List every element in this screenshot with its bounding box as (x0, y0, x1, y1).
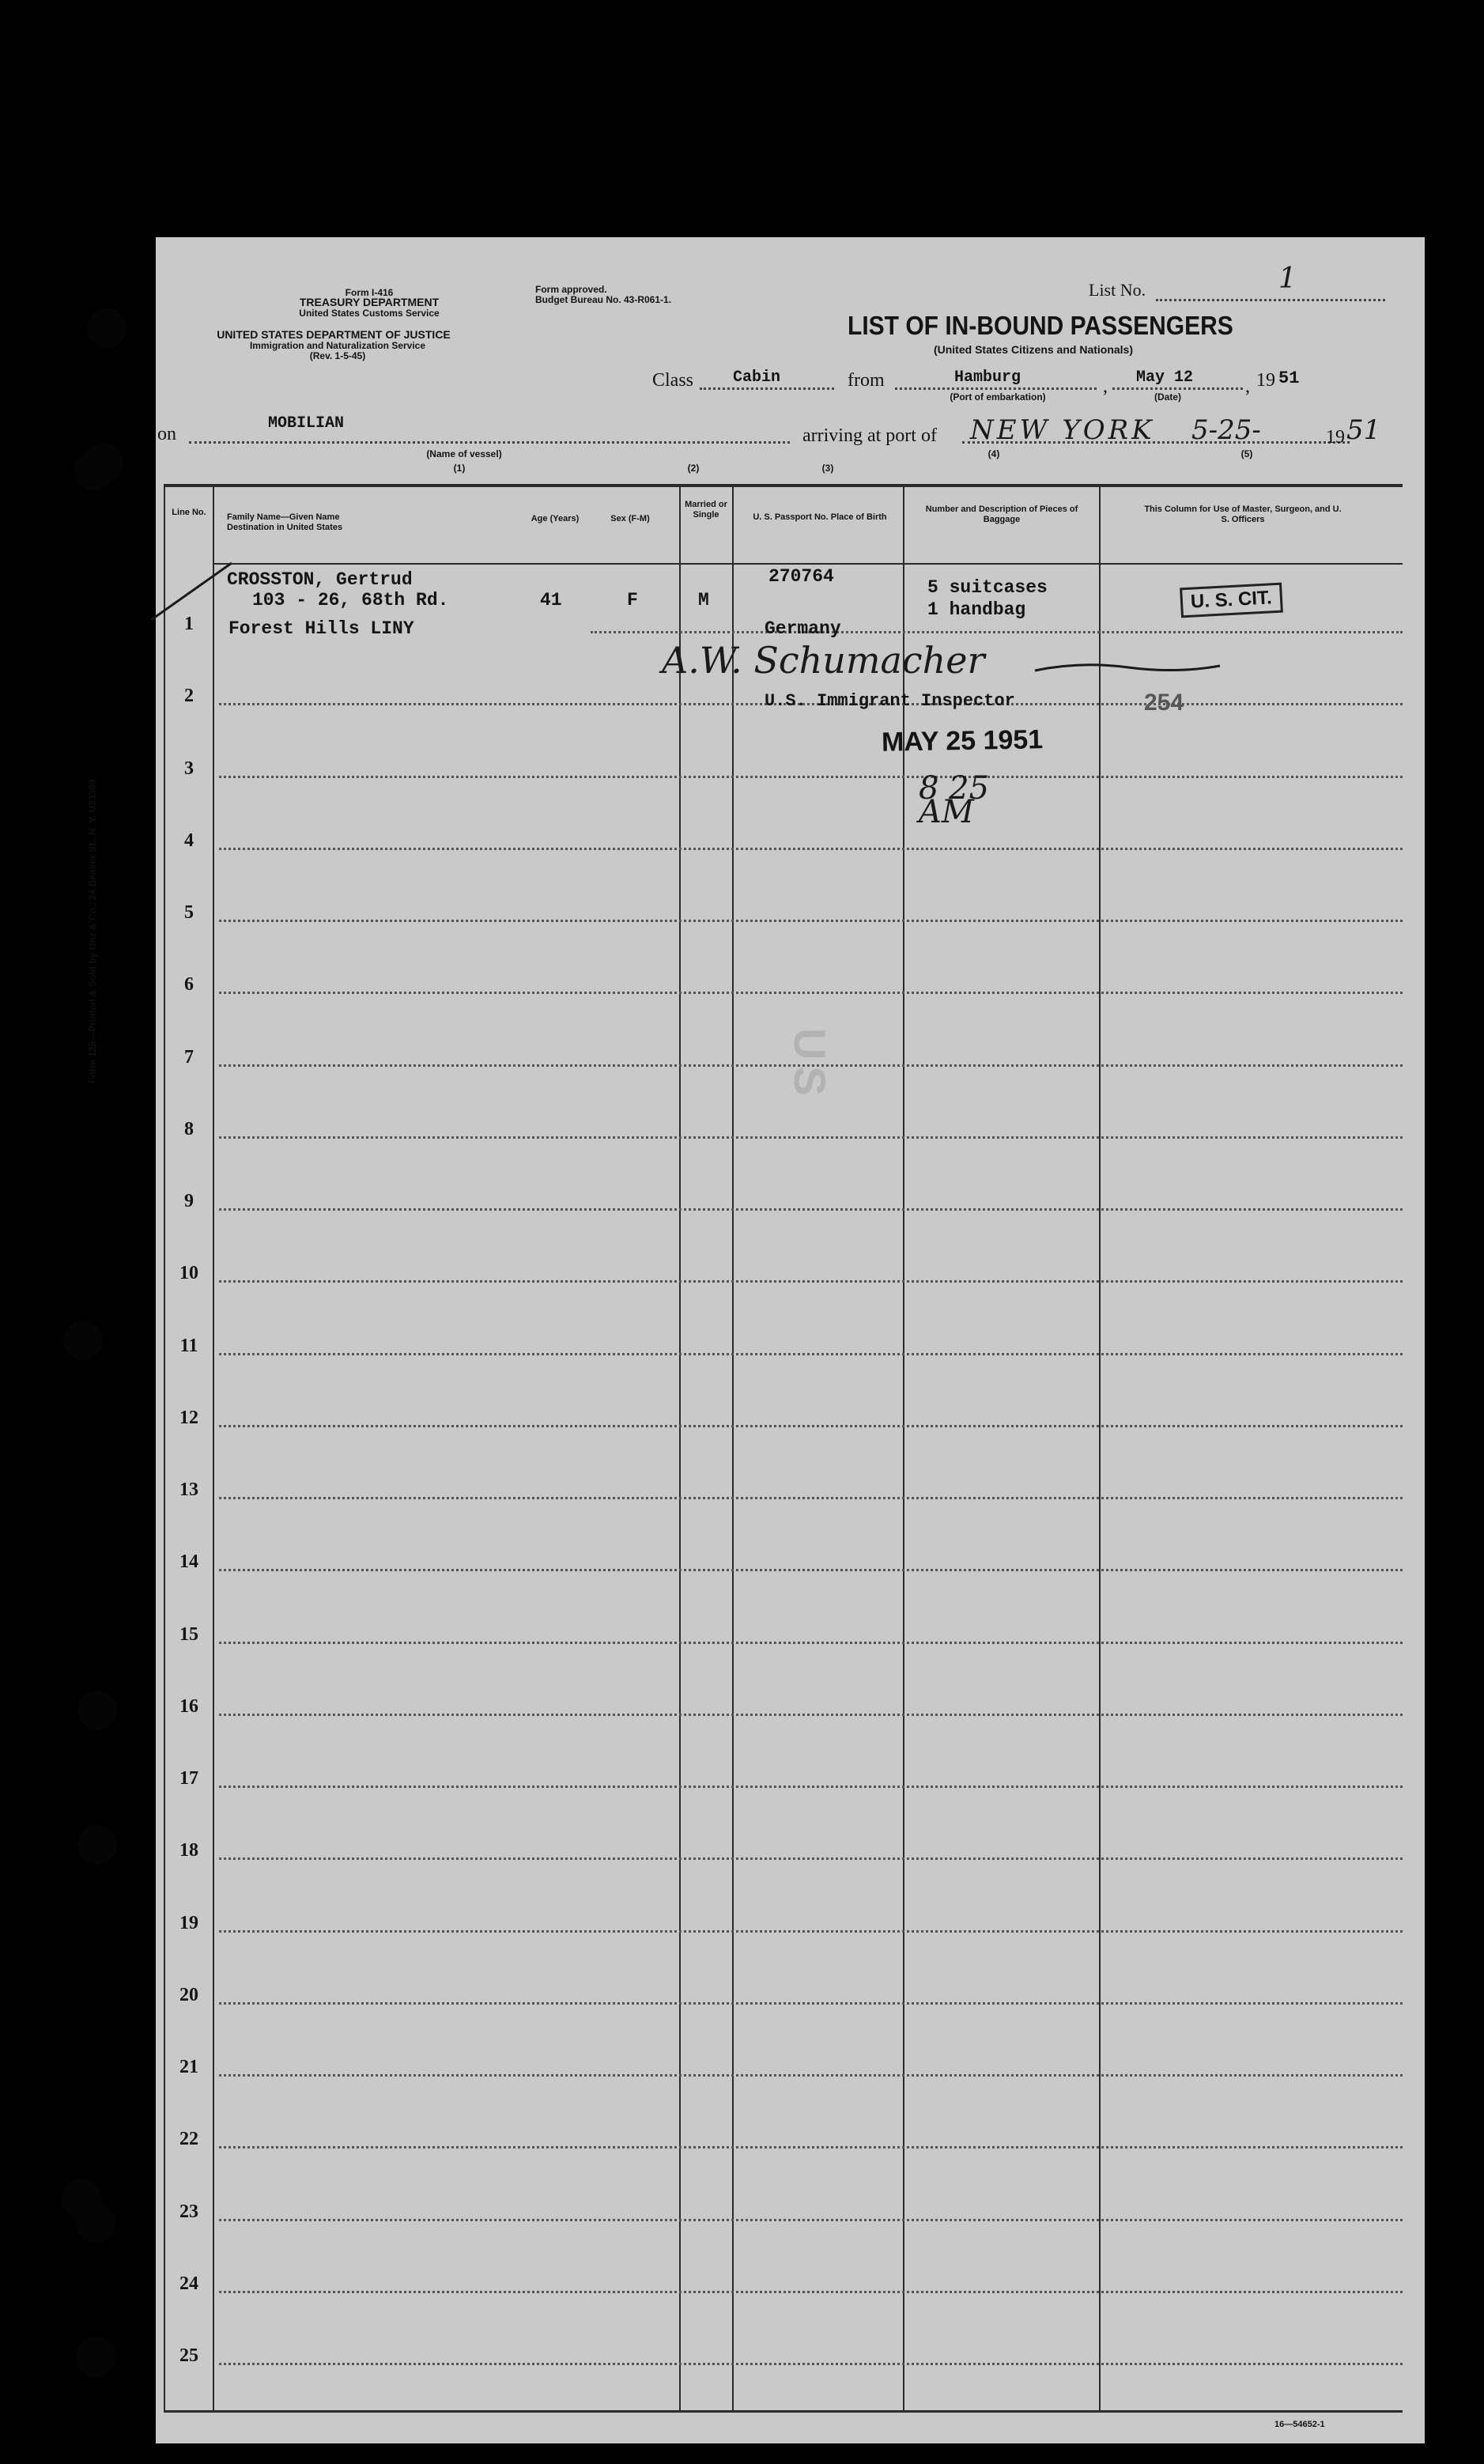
caption-2: (2) (687, 463, 700, 474)
row-19 (164, 1910, 1403, 1941)
table-bottom-rule (164, 2410, 1403, 2413)
row-number: 9 (184, 1191, 194, 1211)
row-number: 16 (179, 1696, 198, 1717)
row-dots (219, 1786, 1403, 1788)
arrival-year: 51 (1346, 414, 1381, 446)
date-caption: (Date) (1154, 391, 1181, 402)
row-number: 1 (184, 614, 194, 634)
row-number: 4 (184, 830, 194, 851)
row-number: 3 (184, 758, 194, 779)
form-subtitle: (United States Citizens and Nationals) (933, 343, 1134, 356)
row-dots (219, 1857, 1403, 1860)
row-17 (164, 1765, 1403, 1797)
row-dots (219, 1280, 1403, 1283)
punch-hole (76, 2337, 115, 2377)
col-family-name: Family Name—Given Name Destination in United States (227, 512, 343, 532)
row-3 (164, 755, 1403, 787)
punch-hole (84, 443, 123, 482)
row-number: 20 (179, 1985, 198, 2005)
punch-hole (76, 2203, 115, 2243)
row-dots (219, 2363, 1403, 2365)
row-number: 24 (179, 2273, 198, 2294)
customs-service: United States Customs Service (299, 308, 440, 319)
list-no-label: List No. (1089, 280, 1146, 300)
date-stamp: MAY 25 1951 (881, 724, 1044, 758)
row-13 (164, 1476, 1403, 1508)
passenger-age: 41 (540, 590, 562, 610)
passenger-sex: F (627, 590, 638, 610)
margin-printer-text: Form 125—Printed & Sold by Unz & Co., 24 Beaver St., N. Y. U33399 (87, 779, 98, 1083)
year-prefix: 19 (1256, 370, 1275, 391)
row-dots (219, 1497, 1403, 1499)
row-number: 19 (179, 1913, 198, 1933)
passenger-address-2: Forest Hills LINY (228, 618, 414, 639)
row-dots (219, 2219, 1403, 2221)
port-caption: (Port of embarkation) (950, 391, 1046, 402)
row-15 (164, 1621, 1403, 1653)
row-number: 17 (179, 1768, 198, 1789)
arrival-year-prefix: 19 (1326, 427, 1345, 448)
year-value: 51 (1278, 368, 1300, 388)
row-dots (219, 776, 1403, 778)
row-22 (164, 2126, 1403, 2157)
punch-hole (77, 1825, 117, 1865)
arrival-time: 8 25 AM (919, 770, 990, 830)
row-number: 21 (179, 2057, 198, 2077)
row-9 (164, 1188, 1403, 1219)
col-married: Married or Single (685, 500, 727, 520)
row-number: 11 (179, 1336, 198, 1356)
form-approved: Form approved. (535, 284, 607, 295)
punch-hole (63, 1321, 103, 1360)
row-25 (164, 2342, 1403, 2374)
row-dots (219, 2291, 1403, 2293)
row-dots (219, 2074, 1403, 2077)
revision: (Rev. 1-5-45) (309, 350, 366, 361)
table-top-rule (164, 484, 1403, 487)
row-dots (219, 2146, 1403, 2148)
from-line (895, 387, 1097, 390)
inspector-title: U.S. Immigrant Inspector (765, 691, 1015, 711)
row-11 (164, 1332, 1403, 1364)
row-dots (219, 1714, 1403, 1716)
comma-1: , (1103, 376, 1108, 397)
vessel-line (189, 441, 790, 444)
from-value: Hamburg (954, 368, 1021, 387)
row-number: 2 (184, 686, 194, 706)
form-number: Form I-416 (345, 287, 394, 298)
row-number: 14 (179, 1551, 198, 1572)
bleed-through-text: US (785, 1028, 835, 1102)
row-18 (164, 1837, 1403, 1869)
class-value: Cabin (733, 368, 781, 387)
row-dots (219, 1569, 1403, 1571)
row-10 (164, 1260, 1403, 1291)
row-dots (219, 920, 1403, 922)
caption-3: (3) (821, 463, 834, 474)
form-sheet (156, 237, 1425, 2443)
row-24 (164, 2270, 1403, 2302)
caption-5: (5) (1240, 448, 1253, 459)
class-label: Class (652, 370, 694, 391)
inspector-number: 254 (1144, 690, 1184, 716)
punch-hole (77, 1691, 117, 1730)
on-label: on (157, 424, 176, 444)
caption-1: (1) (453, 463, 466, 474)
row-dots (219, 2002, 1403, 2005)
row-16 (164, 1693, 1403, 1725)
passenger-married: M (698, 590, 709, 610)
arriving-label: arriving at port of (802, 425, 937, 446)
caption-4: (4) (987, 448, 1000, 459)
from-label: from (848, 370, 885, 391)
baggage-line-1: 5 suitcases (927, 577, 1048, 598)
row-number: 5 (184, 902, 194, 923)
row-dots (219, 992, 1403, 994)
passenger-birthplace: Germany (765, 618, 841, 639)
class-line (700, 387, 834, 390)
row-number: 15 (179, 1624, 198, 1645)
punch-hole (87, 308, 126, 348)
row-21 (164, 2054, 1403, 2085)
budget-bureau: Budget Bureau No. 43-R061-1. (535, 294, 672, 305)
row-6 (164, 971, 1403, 1003)
date-value: May 12 (1136, 368, 1194, 387)
row-dots (219, 1208, 1403, 1211)
arrival-date: 5-25- (1191, 414, 1261, 446)
row-8 (164, 1116, 1403, 1147)
row-dots (591, 631, 1403, 633)
row-dots (219, 1425, 1403, 1427)
row-number: 7 (184, 1047, 194, 1068)
row-dots (219, 1353, 1403, 1355)
row-12 (164, 1404, 1403, 1436)
vessel-value: MOBILIAN (268, 414, 345, 433)
row-number: 23 (179, 2201, 198, 2222)
row-number: 25 (179, 2345, 198, 2366)
row-number: 6 (184, 974, 194, 995)
justice-dept: UNITED STATES DEPARTMENT OF JUSTICE (217, 328, 451, 341)
arrival-port: NEW YORK (970, 414, 1155, 446)
row-dots (219, 1642, 1403, 1644)
row-number: 18 (179, 1840, 198, 1861)
row-20 (164, 1982, 1403, 2013)
signature-flourish-icon (1033, 659, 1223, 675)
treasury-dept: TREASURY DEPARTMENT (299, 296, 440, 308)
row-14 (164, 1548, 1403, 1580)
header-rule (214, 563, 1403, 565)
date-line (1112, 387, 1243, 390)
row-5 (164, 899, 1403, 931)
col-age: Age (Years) (531, 514, 580, 523)
col-passport: U. S. Passport No. Place of Birth (753, 512, 887, 522)
row-dots (219, 848, 1403, 850)
passenger-passport: 270764 (768, 566, 834, 587)
col-officers: This Column for Use of Master, Surgeon, and U. S. Officers (1144, 505, 1342, 524)
col-sex: Sex (F-M) (610, 514, 650, 523)
baggage-line-2: 1 handbag (927, 599, 1026, 620)
col-baggage: Number and Description of Pieces of Baggage (925, 505, 1078, 524)
row-dots (219, 1136, 1403, 1139)
list-no-value: 1 (1278, 263, 1297, 295)
inspector-signature: A.W. Schumacher (662, 639, 985, 682)
passenger-name: CROSSTON, Gertrud (227, 569, 413, 590)
footer-code: 16—54652-1 (1274, 2420, 1325, 2429)
col-line-no: Line No. (172, 508, 206, 517)
vessel-caption: (Name of vessel) (426, 448, 502, 459)
form-title: LIST OF IN-BOUND PASSENGERS (848, 312, 1233, 341)
row-4 (164, 827, 1403, 859)
passenger-address-1: 103 - 26, 68th Rd. (252, 590, 449, 610)
row-number: 8 (184, 1119, 194, 1139)
row-number: 12 (179, 1408, 198, 1428)
row-number: 10 (179, 1263, 198, 1283)
row-number: 22 (179, 2129, 198, 2149)
row-dots (219, 1930, 1403, 1933)
comma-2: , (1245, 376, 1250, 397)
row-7 (164, 1044, 1403, 1075)
ins-service: Immigration and Naturalization Service (249, 340, 426, 351)
list-no-line (1156, 299, 1385, 301)
row-number: 13 (179, 1480, 198, 1500)
check-mark-icon (149, 560, 236, 623)
us-citizen-stamp: U. S. CIT. (1180, 583, 1283, 618)
row-23 (164, 2198, 1403, 2230)
passenger-table (164, 484, 1403, 2412)
